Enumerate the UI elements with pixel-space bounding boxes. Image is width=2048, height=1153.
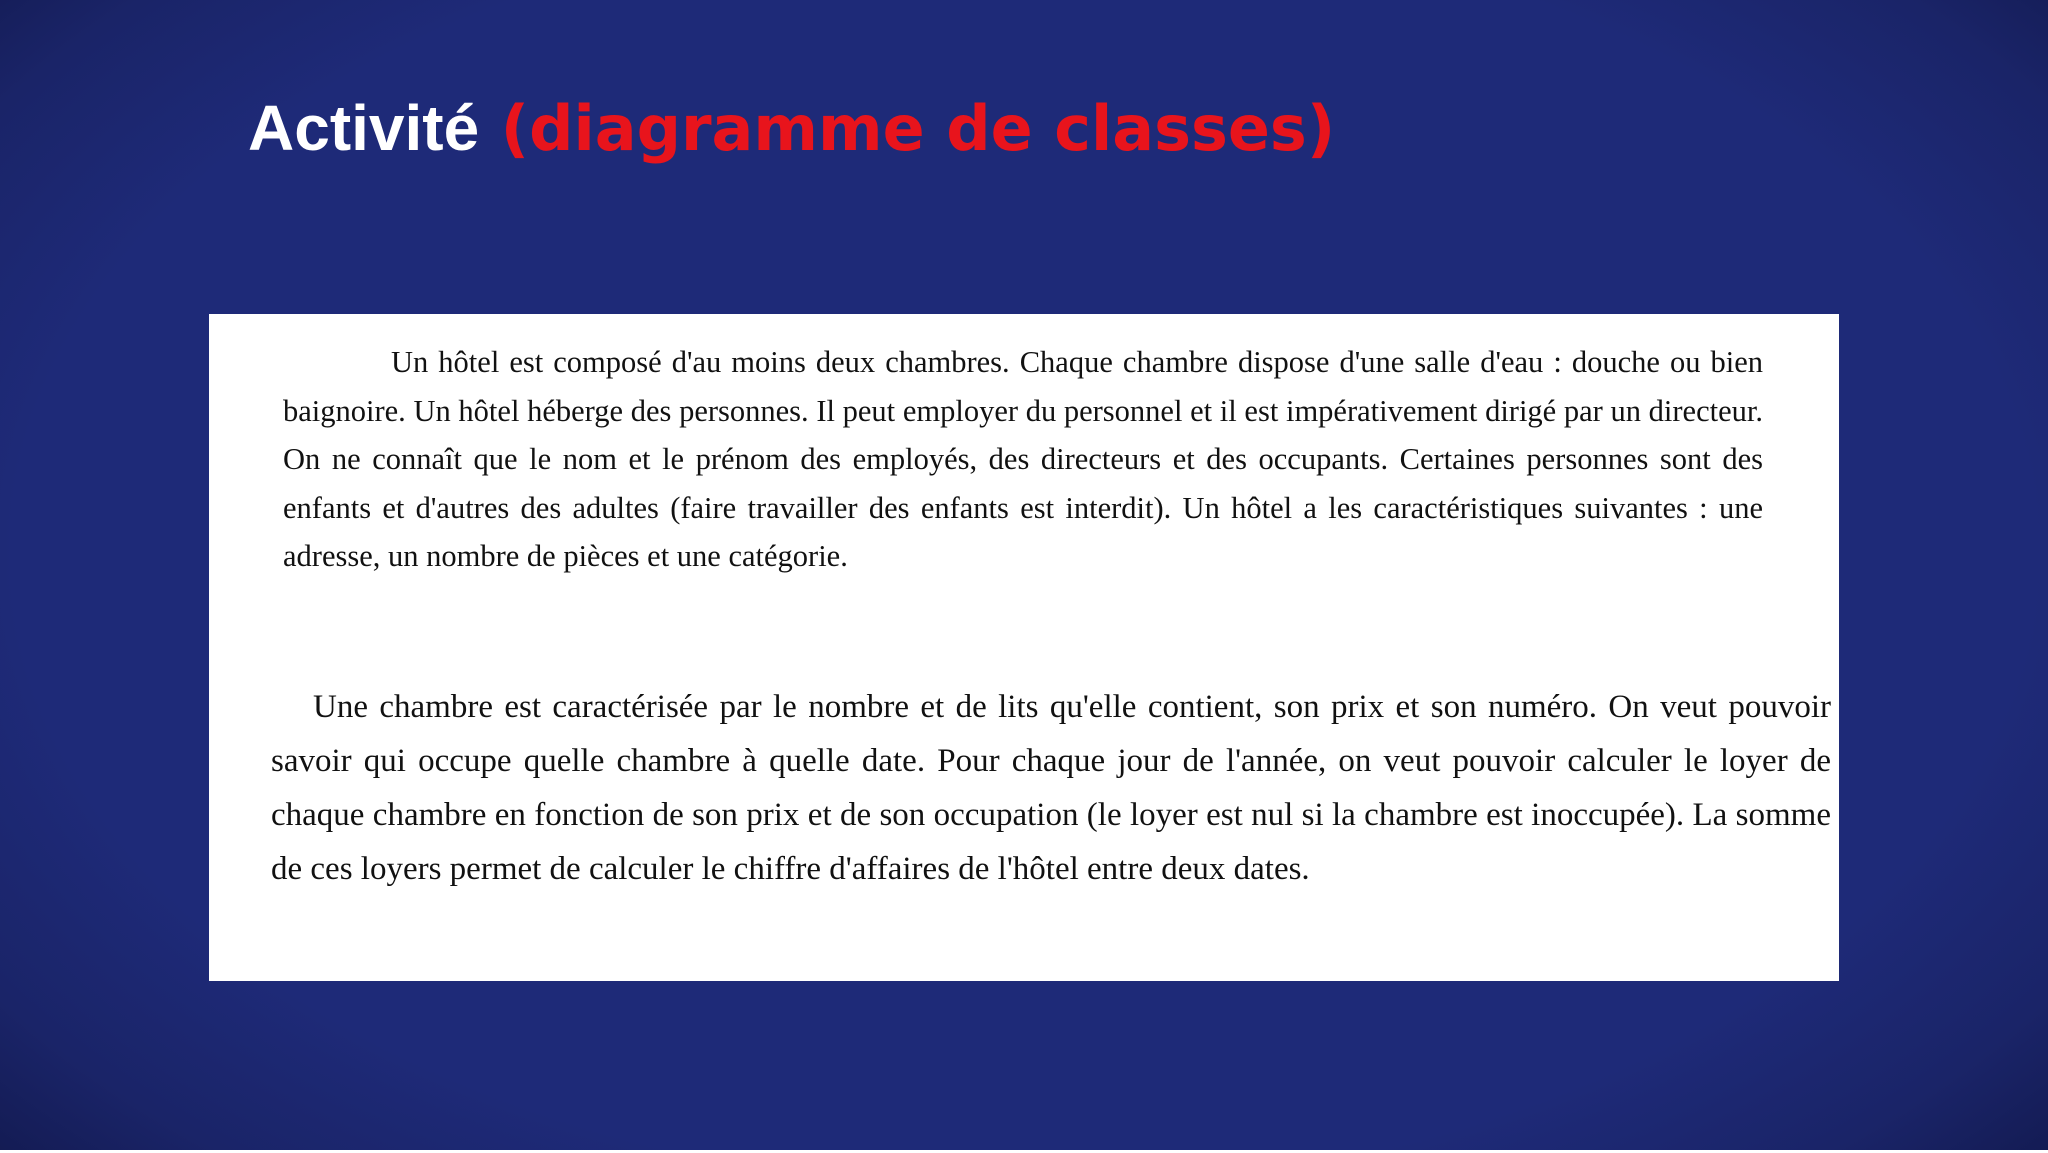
exercise-paragraph-hotel: Un hôtel est composé d'au moins deux chambres. Chaque chambre dispose d'une salle d'eau : douche ou bien baignoire. Un hôtel héberge des personnes. Il peut employer du personnel et il est impérativement dirigé par un directeur. On ne connaît que le nom et le prénom des employés, des directeurs et des occupants. Certaines personnes sont des enfants et d'autres des adultes (faire travailler des enfants est interdit). Un hôtel a les caractéristiques suivantes : une adresse, un nombre de pièces et une catégorie.	[283, 345, 1763, 574]
slide-title-main: Activité	[248, 92, 480, 164]
slide-title-subtitle: (diagramme de classes)	[479, 92, 1336, 165]
exercise-text-image	[209, 314, 1839, 981]
slide-title	[248, 92, 1336, 165]
exercise-paragraph-chambre: Une chambre est caractérisée par le nombre et de lits qu'elle contient, son prix et son numéro. On veut pouvoir savoir qui occupe quelle chambre à quelle date. Pour chaque jour de l'année, on veut pouvoir calculer le loyer de chaque chambre en fonction de son prix et de son occupation (le loyer est nul si la chambre est inoccupée). La somme de ces loyers permet de calculer le chiffre d'affaires de l'hôtel entre deux dates.	[271, 689, 1831, 887]
